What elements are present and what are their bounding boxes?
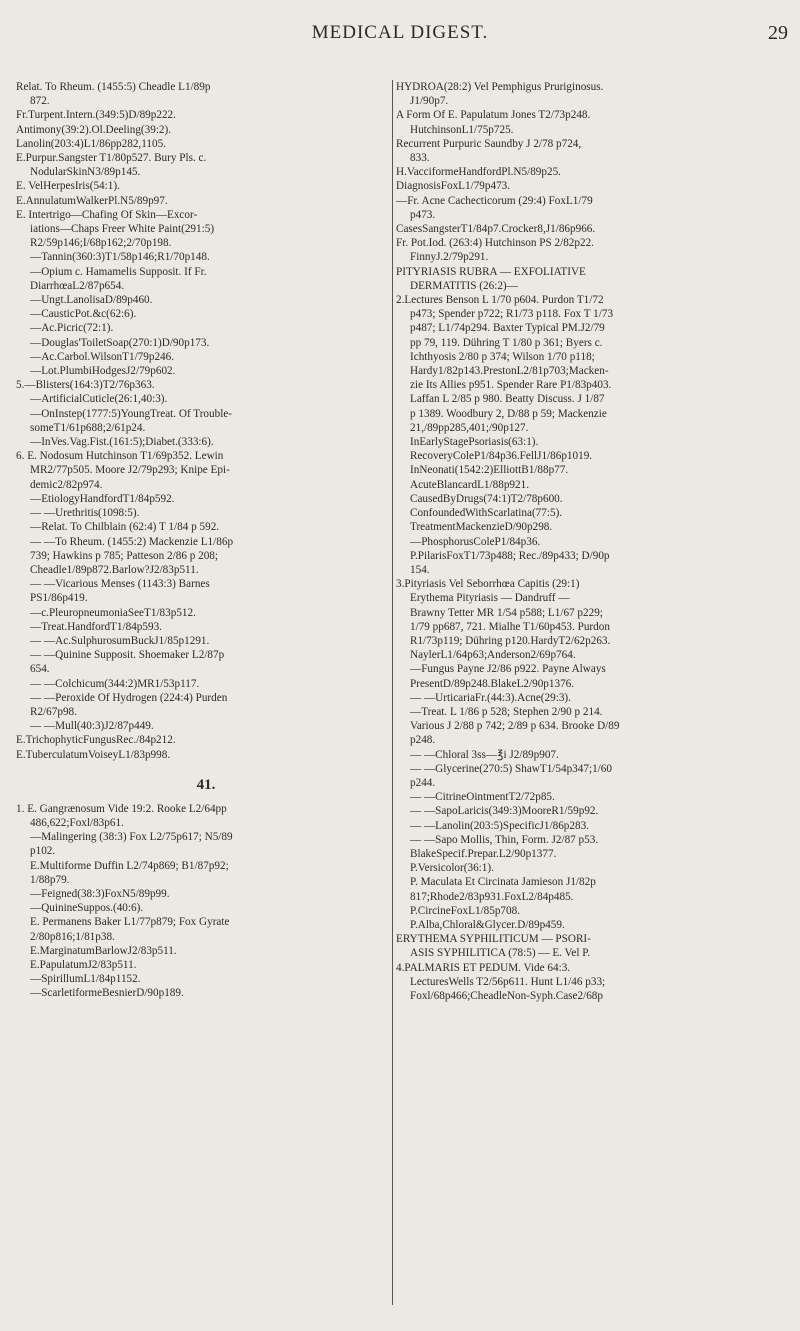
index-entry-line: — —Mull(40:3)J2/87p449.	[30, 720, 154, 733]
page-header	[0, 10, 800, 60]
index-entry-line: 3.Pityriasis Vel Seborrhœa Capitis (29:1)	[396, 578, 580, 591]
index-entry-line: —Treat. L 1/86 p 528; Stephen 2/90 p 214.	[410, 705, 603, 718]
index-entry-line: — —CitrineOintmentT2/72p85.	[410, 791, 555, 804]
index-entry-line: —Fr. Acne Cachecticorum (29:4) FoxL1/79	[396, 194, 593, 207]
index-entry-line: E.TuberculatumVoiseyL1/83p998.	[16, 748, 171, 761]
index-entry-line: — —Urethritis(1098:5).	[30, 507, 140, 520]
index-entry-line: Erythema Pityriasis — Dandruff —	[410, 592, 570, 605]
index-entry-line: —Ac.Carbol.WilsonT1/79p246.	[30, 350, 175, 363]
right-entries-block	[396, 80, 776, 1003]
page-number: 29	[768, 22, 788, 44]
index-entry-line: 1/88p79.	[30, 873, 70, 886]
index-entry-line: —Lot.PlumbiHodgesJ2/79p602.	[30, 365, 176, 378]
index-entry-line: —EtiologyHandfordT1/84p592.	[30, 492, 175, 505]
index-entry-line: —PhosphorusColeP1/84p36.	[410, 535, 541, 548]
index-entry-line: — —Colchicum(344:2)MR1/53p117.	[30, 677, 200, 690]
index-entry-line: —Opium c. Hamamelis Supposit. If Fr.	[30, 265, 207, 278]
index-entry-line: Recurrent Purpuric Saundby J 2/78 p724,	[396, 137, 582, 150]
index-entry-line: — —Lanolin(203:5)SpecificJ1/86p283.	[410, 819, 589, 832]
index-entry-line: Relat. To Rheum. (1455:5) Cheadle L1/89p	[16, 81, 211, 93]
index-entry-line: DiarrhœaL2/87p654.	[30, 279, 125, 292]
index-entry-line: 4.PALMARIS ET PEDUM. Vide 64:3.	[396, 961, 571, 974]
index-entry-line: — —SapoLaricis(349:3)MooreR1/59p92.	[410, 805, 599, 818]
index-entry-line: Foxl/68p466;CheadleNon-Syph.Case2/68p	[410, 990, 603, 1002]
index-entry-line: LecturesWells T2/56p611. Hunt L1/46 p33;	[410, 975, 606, 988]
index-entry-line: HYDROA(28:2) Vel Pemphigus Pruriginosus.	[396, 81, 604, 93]
index-entry-line: E.PapulatumJ2/83p511.	[30, 958, 137, 971]
index-entry-line: Cheadle1/89p872.Barlow?J2/83p511.	[30, 563, 199, 576]
index-entry-line: E.TrichophyticFungusRec./84p212.	[16, 734, 176, 747]
index-entry-line: — —UrticariaFr.(44:3).Acne(29:3).	[410, 691, 571, 704]
index-entry-line: HutchinsonL1/75p725.	[410, 123, 514, 136]
index-entry-line: —CausticPot.&c(62:6).	[30, 308, 137, 321]
index-entry-line: P.CircineFoxL1/85p708.	[410, 904, 521, 917]
index-entry-line: demic2/82p974.	[30, 478, 103, 491]
index-entry-line: AcuteBlancardL1/88p921.	[410, 478, 529, 491]
index-entry-line: — —Ac.SulphurosumBuckJ1/85p1291.	[30, 634, 210, 647]
index-entry-line: —Fungus Payne J2/86 p922. Payne Always	[410, 663, 606, 676]
index-entry-line: R2/59p146;I/68p162;2/70p198.	[30, 237, 172, 250]
index-entry-line: InNeonati(1542:2)ElliottB1/88p77.	[410, 464, 569, 477]
index-entry-line: NodularSkinN3/89p145.	[30, 166, 141, 179]
index-entry-line: E.AnnulatumWalkerPl.N5/89p97.	[16, 194, 168, 207]
index-entry-line: 1. E. Gangrænosum Vide 19:2. Rooke L2/64pp	[16, 802, 227, 815]
index-entry-line: P. Maculata Et Circinata Jamieson J1/82p	[410, 876, 596, 889]
index-entry-line: 1/79 pp687, 721. Mialhe T1/60p453. Purdon	[410, 620, 610, 633]
index-entry-line: E. Intertrigo—Chafing Of Skin—Excor-	[16, 208, 198, 221]
index-entry-line: 5.—Blisters(164:3)T2/76p363.	[16, 379, 155, 392]
index-entry-line: ConfoundedWithScarlatina(77:5).	[410, 507, 563, 520]
index-entry-line: E. VelHerpesIris(54:1).	[16, 180, 120, 193]
index-entry-line: p473; Spender p722; R1/73 p118. Fox T 1/73	[410, 308, 614, 321]
index-entry-line: zie Its Allies p951. Spender Rare P1/83p403.	[410, 379, 612, 392]
index-entry-line: E. Permanens Baker L1/77p879; Fox Gyrate	[30, 916, 230, 929]
index-entry-line: PS1/86p419.	[30, 592, 88, 605]
index-entry-line: Laffan L 2/85 p 980. Beatty Discuss. J 1/87	[410, 393, 605, 406]
index-entry-line: —ScarletiformeBesnierD/90p189.	[30, 987, 184, 1000]
index-entry-line: —Ungt.LanolisaD/89p460.	[30, 294, 153, 307]
index-entry-line: Various J 2/88 p 742; 2/89 p 634. Brooke D/89	[410, 720, 620, 733]
index-entry-line: —OnInstep(1777:5)YoungTreat. Of Trouble-	[30, 407, 233, 420]
index-entry-line: Lanolin(203:4)L1/86pp282,1105.	[16, 137, 166, 150]
index-entry-line: J1/90p7.	[410, 95, 449, 108]
index-entry-line: — —Vicarious Menses (1143:3) Barnes	[30, 578, 210, 591]
index-entry-line: E.MarginatumBarlowJ2/83p511.	[30, 944, 177, 957]
index-entry-line: p473.	[410, 208, 436, 221]
index-entry-line: 833.	[410, 152, 430, 165]
index-entry-line: Antimony(39:2).Ol.Deeling(39:2).	[16, 123, 172, 136]
index-entry-line: Hardy1/82p143.PrestonL2/81p703;Macken-	[410, 365, 609, 378]
index-entry-line: P.PilarisFoxT1/73p488; Rec./89p433; D/90p	[410, 549, 610, 562]
index-entry-line: R2/67p98.	[30, 705, 77, 718]
index-entry-line: —Feigned(38:3)FoxN5/89p99.	[30, 887, 170, 900]
index-entry-line: DiagnosisFoxL1/79p473.	[396, 180, 511, 193]
index-entry-line: iations—Chaps Freer White Paint(291:5)	[30, 223, 215, 236]
index-entry-line: 154.	[410, 563, 430, 576]
index-entry-line: 817;Rhode2/83p931.FoxL2/84p485.	[410, 890, 574, 903]
index-entry-line: RecoveryColeP1/84p36.FellJ1/86p1019.	[410, 450, 593, 463]
index-entry-line: — —Chloral 3ss—℥i J2/89p907.	[410, 748, 559, 761]
index-entry-line: p244.	[410, 776, 436, 789]
left-entries-block-2	[16, 802, 396, 1001]
index-entry-line: — —Sapo Mollis, Thin, Form. J2/87 p53.	[410, 833, 599, 846]
index-entry-line: PresentD/89p248.BlakeL2/90p1376.	[410, 677, 575, 690]
index-entry-line: — —Peroxide Of Hydrogen (224:4) Purden	[30, 691, 228, 704]
index-entry-line: E.Multiforme Duffin L2/74p869; B1/87p92;	[30, 859, 229, 872]
index-entry-line: —Tannin(360:3)T1/58p146;R1/70p148.	[30, 251, 210, 264]
section-number: 41.	[196, 776, 216, 793]
index-entry-line: someT1/61p688;2/61p24.	[30, 421, 146, 434]
index-entry-line: P.Alba,Chloral&Glycer.D/89p459.	[410, 918, 565, 931]
index-entry-line: — —Quinine Supposit. Shoemaker L2/87p	[30, 649, 225, 662]
index-entry-line: 21,/89pp285,401;/90p127.	[410, 421, 529, 434]
index-entry-line: 654.	[30, 663, 50, 676]
left-entries-block	[16, 80, 396, 762]
index-entry-line: FinnyJ.2/79p291.	[410, 251, 489, 264]
index-entry-line: 2.Lectures Benson L 1/70 p604. Purdon T1/72	[396, 294, 604, 307]
index-entry-line: — —Glycerine(270:5) ShawT1/54p347;1/60	[410, 762, 612, 775]
index-entry-line: CausedByDrugs(74:1)T2/78p600.	[410, 492, 563, 505]
left-column	[16, 80, 396, 1001]
index-entry-line: Brawny Tetter MR 1/54 p588; L1/67 p229;	[410, 606, 603, 619]
index-entry-line: ASIS SYPHILITICA (78:5) — E. Vel P.	[410, 947, 591, 960]
index-entry-line: 739; Hawkins p 785; Patteson 2/86 p 208;	[30, 549, 219, 562]
index-entry-line: —ArtificialCuticle(26:1,40:3).	[30, 393, 168, 406]
index-entry-line: PITYRIASIS RUBRA — EXFOLIATIVE	[396, 265, 586, 278]
index-entry-line: —Relat. To Chilblain (62:4) T 1/84 p 592.	[30, 521, 220, 534]
index-entry-line: H.VacciformeHandfordPl.N5/89p25.	[396, 166, 561, 179]
index-entry-line: —SpirillumL1/84p1152.	[30, 973, 141, 986]
index-entry-line: Fr. Pot.Iod. (263:4) Hutchinson PS 2/82p22.	[396, 237, 594, 250]
index-entry-line: P.Versicolor(36:1).	[410, 862, 494, 875]
index-entry-line: —Ac.Picric(72:1).	[30, 322, 114, 335]
index-entry-line: TreatmentMackenzieD/90p298.	[410, 521, 553, 534]
index-entry-line: 872.	[30, 95, 50, 108]
index-entry-line: R1/73p119; Dühring p120.HardyT2/62p263.	[410, 634, 611, 647]
index-entry-line: —c.PleuropneumoniaSeeT1/83p512.	[30, 606, 196, 619]
index-entry-line: 2/80p816;1/81p38.	[30, 930, 115, 943]
index-entry-line: Fr.Turpent.Intern.(349:5)D/89p222.	[16, 109, 176, 122]
index-entry-line: pp 79, 119. Dühring T 1/80 p 361; Byers c.	[410, 336, 603, 349]
index-entry-line: —InVes.Vag.Fist.(161:5);Diabet.(333:6).	[30, 436, 214, 449]
index-entry-line: BlakeSpecif.Prepar.L2/90p1377.	[410, 847, 557, 860]
index-entry-line: DERMATITIS (26:2)—	[410, 279, 518, 292]
index-entry-line: — —To Rheum. (1455:2) Mackenzie L1/86p	[30, 535, 234, 548]
index-entry-line: NaylerL1/64p63;Anderson2/69p764.	[410, 649, 576, 662]
index-entry-line: p248.	[410, 734, 436, 747]
index-entry-line: —Treat.HandfordT1/84p593.	[30, 620, 162, 633]
index-entry-line: p102.	[30, 845, 56, 858]
index-entry-line: p 1389. Woodbury 2, D/88 p 59; Mackenzie	[410, 407, 607, 420]
right-column	[396, 80, 776, 1003]
index-entry-line: 6. E. Nodosum Hutchinson T1/69p352. Lewin	[16, 450, 224, 463]
index-entry-line: p487; L1/74p294. Baxter Typical PM.J2/79	[410, 322, 605, 335]
column-divider	[392, 80, 393, 1305]
index-entry-line: 486,622;Foxl/83p61.	[30, 816, 124, 829]
index-entry-line: InEarlyStagePsoriasis(63:1).	[410, 436, 539, 449]
index-entry-line: —Douglas'ToiletSoap(270:1)D/90p173.	[30, 336, 210, 349]
index-entry-line: E.Purpur.Sangster T1/80p527. Bury Pls. c.	[16, 152, 207, 165]
index-entry-line: CasesSangsterT1/84p7.Crocker8,J1/86p966.	[396, 223, 596, 236]
index-entry-line: MR2/77p505. Moore J2/79p293; Knipe Epi-	[30, 464, 230, 477]
index-entry-line: ERYTHEMA SYPHILITICUM — PSORI-	[396, 933, 591, 946]
page-title: MEDICAL DIGEST.	[311, 22, 489, 43]
index-entry-line: Ichthyosis 2/80 p 374; Wilson 1/70 p118;	[410, 350, 595, 363]
index-entry-line: —QuinineSuppos.(40:6).	[30, 902, 144, 915]
index-entry-line: A Form Of E. Papulatum Jones T2/73p248.	[396, 109, 591, 122]
index-entry-line: —Malingering (38:3) Fox L2/75p617; N5/89	[30, 831, 233, 844]
